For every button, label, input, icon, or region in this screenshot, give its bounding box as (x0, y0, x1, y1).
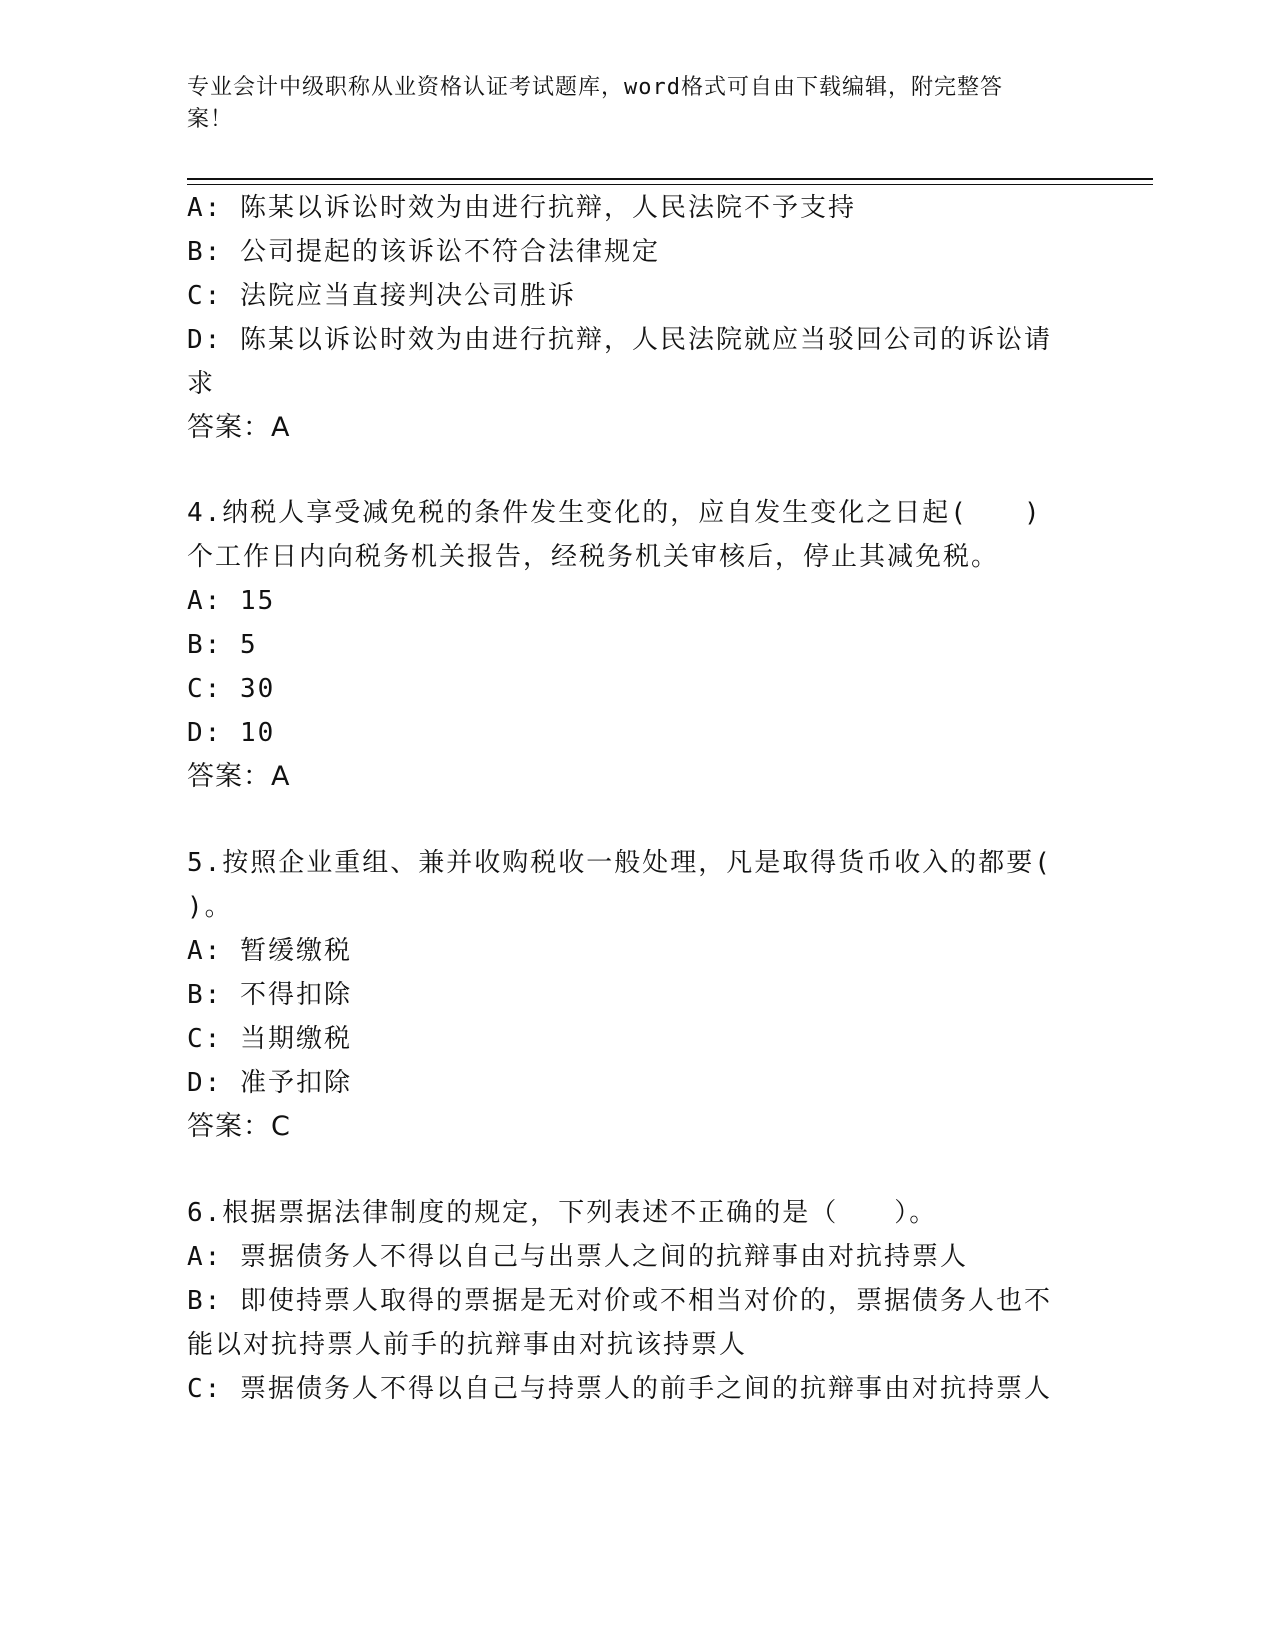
q5-option-b: B: 不得扣除 (187, 980, 352, 1010)
q3-option-c: C: 法院应当直接判决公司胜诉 (187, 281, 576, 311)
header-line-1: 专业会计中级职称从业资格认证考试题库，word格式可自由下载编辑，附完整答 (187, 75, 1003, 100)
header-divider-thick (187, 178, 1153, 180)
q5-stem-line-2: )。 (187, 892, 233, 922)
q4-stem-line-1: 4.纳税人享受减免税的条件发生变化的，应自发生变化之日起( ) (187, 498, 1042, 528)
q5-option-d: D: 准予扣除 (187, 1068, 352, 1098)
q3-option-d-line-2: 求 (187, 369, 216, 399)
q6-option-c: C: 票据债务人不得以自己与持票人的前手之间的抗辩事由对抗持票人 (187, 1374, 1052, 1404)
q6-stem: 6.根据票据法律制度的规定，下列表述不正确的是（ ）。 (187, 1198, 938, 1228)
q6-option-b-line-1: B: 即使持票人取得的票据是无对价或不相当对价的，票据债务人也不 (187, 1286, 1052, 1316)
q3-answer: 答案：A (187, 412, 291, 443)
q4-answer: 答案：A (187, 761, 291, 792)
document-header (187, 72, 1067, 136)
q5-option-a: A: 暂缓缴税 (187, 936, 352, 966)
q3-option-b: B: 公司提起的该诉讼不符合法律规定 (187, 237, 660, 267)
q5-answer: 答案：C (187, 1111, 291, 1142)
q5-stem-line-1: 5.按照企业重组、兼并收购税收一般处理，凡是取得货币收入的都要( (187, 848, 1052, 878)
q4-option-d: D: 10 (187, 718, 276, 748)
q4-option-a: A: 15 (187, 586, 276, 616)
q3-option-a: A: 陈某以诉讼时效为由进行抗辩，人民法院不予支持 (187, 193, 856, 223)
q4-option-c: C: 30 (187, 674, 276, 704)
q4-option-b: B: 5 (187, 630, 258, 660)
q6-option-b-line-2: 能以对抗持票人前手的抗辩事由对抗该持票人 (187, 1330, 748, 1360)
header-line-2: 案！ (187, 107, 234, 132)
q5-option-c: C: 当期缴税 (187, 1024, 352, 1054)
q4-stem-line-2: 个工作日内向税务机关报告，经税务机关审核后，停止其减免税。 (187, 542, 1000, 572)
q3-option-d-line-1: D: 陈某以诉讼时效为由进行抗辩，人民法院就应当驳回公司的诉讼请 (187, 325, 1052, 355)
q6-option-a: A: 票据债务人不得以自己与出票人之间的抗辩事由对抗持票人 (187, 1242, 968, 1272)
